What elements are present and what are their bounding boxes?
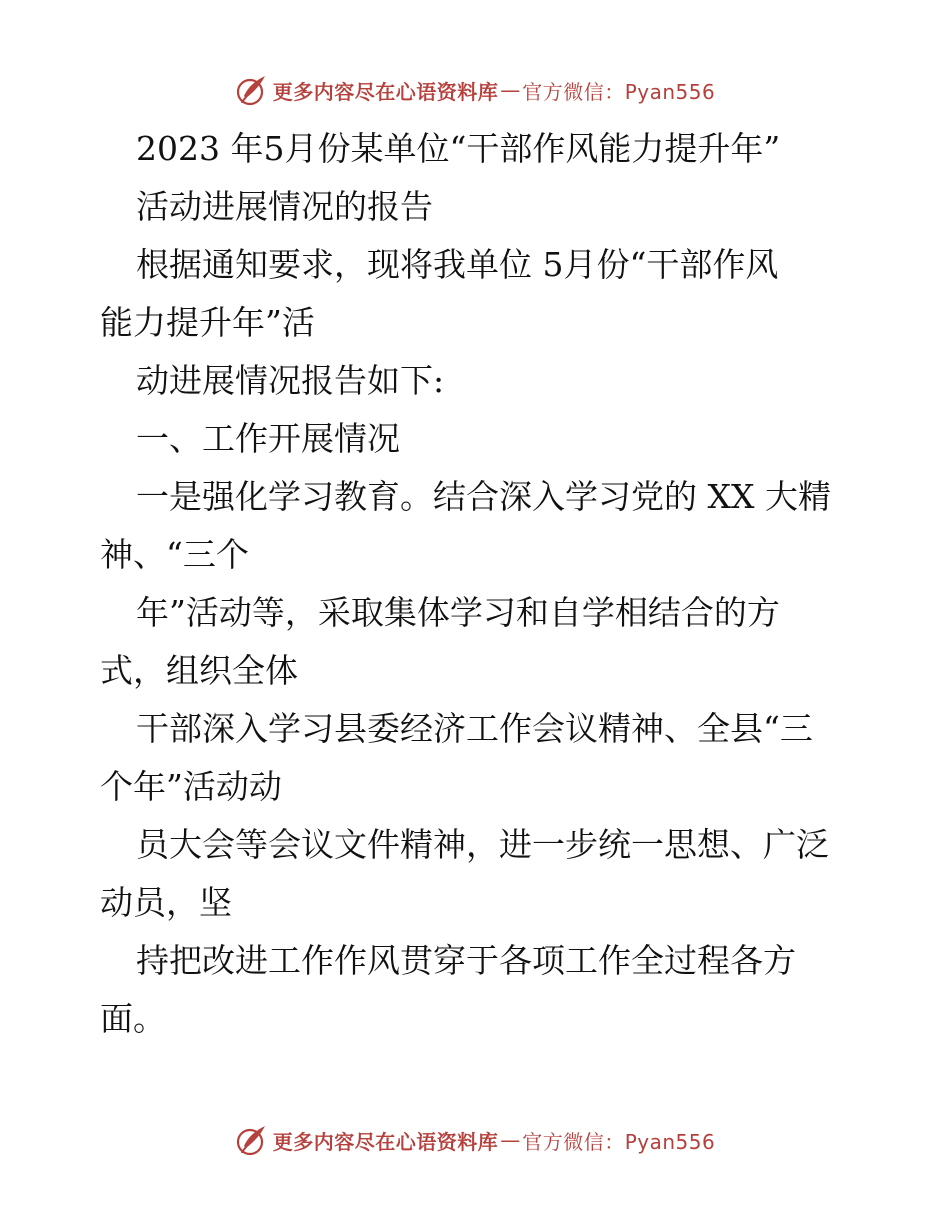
banner-main-text: 更多内容尽在心语资料库 [272, 79, 499, 104]
banner-wechat-text: 官方微信：Pyan556 [522, 79, 716, 104]
body-line: 干部深入学习县委经济工作会议精神、全县“三 [136, 709, 813, 748]
body-line: 式，组织全体 [100, 651, 298, 690]
section-heading: 一、工作开展情况 [136, 419, 400, 458]
body-line: 持把改进工作作风贯穿于各项工作全过程各方 [136, 941, 796, 980]
body-line: 能力提升年”活 [100, 303, 315, 342]
body-line: 面。 [100, 999, 166, 1038]
document-body [100, 120, 860, 1048]
body-line: 一是强化学习教育。结合深入学习党的 XX 大精 [136, 477, 831, 516]
body-line: 动进展情况报告如下: [136, 361, 445, 400]
body-line: 年”活动等，采取集体学习和自学相结合的方 [136, 593, 780, 632]
body-line: 神、“三个 [100, 535, 249, 574]
banner-separator: — [500, 78, 521, 102]
body-line: 个年”活动动 [100, 767, 282, 806]
body-line: 根据通知要求，现将我单位 5月份“干部作风 [136, 245, 779, 284]
feather-pen-logo-icon [235, 1123, 269, 1157]
body-line: 动员，坚 [100, 883, 232, 922]
banner-separator: — [500, 1128, 521, 1152]
footer-banner [0, 1118, 950, 1162]
banner-main-text: 更多内容尽在心语资料库 [272, 1129, 499, 1154]
body-line: 员大会等会议文件精神，进一步统一思想、广泛 [136, 825, 829, 864]
feather-pen-logo-icon [235, 73, 269, 107]
header-banner [0, 68, 950, 112]
banner-wechat-text: 官方微信：Pyan556 [522, 1129, 716, 1154]
body-line: 2023 年5月份某单位“干部作风能力提升年” [136, 129, 781, 168]
body-line: 活动进展情况的报告 [136, 187, 433, 226]
